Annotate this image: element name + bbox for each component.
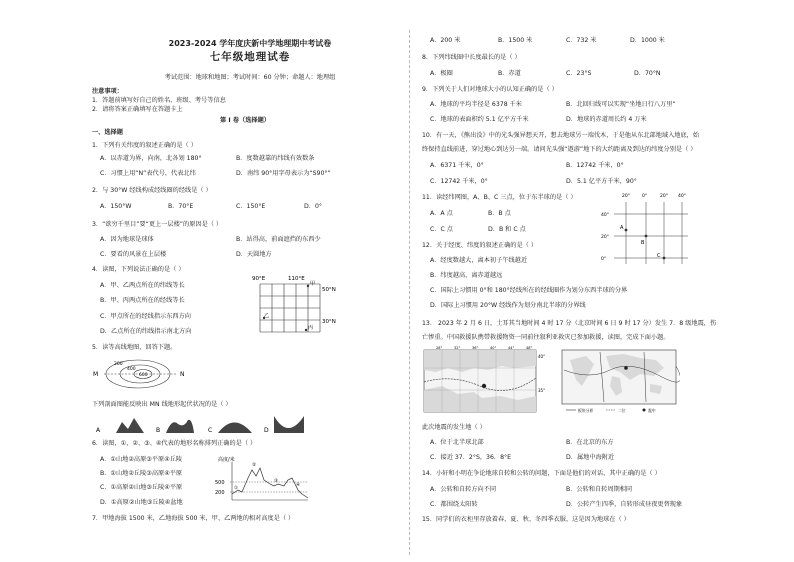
q1-option-d[interactable]: D．南纬 90°用字母表示为“S90°” [236,170,331,177]
q3-stem: 3．“欲穷千里目”要“更上一层楼”的原因是（ ） [92,221,223,228]
q13-option-d[interactable]: D．属地中海附近 [566,454,615,461]
q5-stem: 5．读等高线地图，回答下题。 [92,344,177,351]
q11-point-c [663,257,666,260]
exam-info: 考试范围：地球和地图；考试时间：60 分钟；命题人：地理组 [164,74,336,81]
q5-profile-c [218,423,252,434]
q4-map-lat-top: 50°N [322,287,336,293]
q4-map-lon-left: 90°E [252,276,266,282]
q5-option-d[interactable]: D [264,427,269,434]
q11-lat-40: 40° [601,213,609,218]
q13-world-plate-map [560,346,680,416]
q13-lon-44: 44° [508,346,515,350]
q10-stem-line1: 10．有一天，《熊出没》中的光头强异想天开，想去地球另一端伐木，于是他从东北部地域入地底，始 [422,132,700,139]
q9-option-a[interactable]: A．地球的平均半径是 6378 千米 [430,101,522,108]
q13-lon-28: 28° [436,346,443,350]
q13-lat-40: 40° [538,354,546,359]
q5-option-b[interactable]: B [156,427,161,434]
q4-point-jia [307,285,309,287]
q13-legend-epicenter: 震中 [648,408,656,413]
q6-option-a[interactable]: A．①山地②高原③平原④丘陵 [100,456,183,463]
q10-option-b[interactable]: B．12742 千米，0° [566,162,624,169]
q11-option-c[interactable]: C．C 点 [430,226,453,233]
q11-lat-20: 20° [601,235,609,240]
q2-option-d[interactable]: D．0° [304,203,322,210]
q11-option-a[interactable]: A．A 点 [430,210,453,217]
q6-marker-4: ④ [296,483,301,488]
q15-stem: 15．同学们的衣柜里存放着春、夏、秋、冬四季衣服，这是因为地球在（ ） [422,516,630,523]
q5-option-a[interactable]: A [96,427,101,434]
q5-option-c[interactable]: C [208,427,213,434]
q4-label-bing: 丙 [308,325,314,331]
q2-option-c[interactable]: C．150°E [236,203,266,210]
q8-stem: 8．下列纬线圈中长度最长的是（ ） [422,54,521,61]
q2-option-b[interactable]: B．70°E [168,203,194,210]
q4-option-a[interactable]: A．甲、乙两点所在的纬线等长 [100,282,185,289]
q2-stem: 2．与 30°W 经线构成经线圈的经线是（ ） [92,187,212,194]
q14-option-b[interactable]: B．公转和自转周期相同 [566,486,633,493]
q4-label-yi: 乙 [264,313,270,319]
q6-terrain-profile [212,454,312,504]
q10-option-c[interactable]: C．12742 千米，0° [430,178,488,185]
q13-lon-36: 36° [472,346,479,350]
q6-ylabel: 高度/米 [218,457,235,463]
notice-title: 注意事项： [92,88,123,95]
q11-lat-0: 0° [601,257,607,262]
q6-option-c[interactable]: C．①高原②山地③丘陵④平原 [100,484,183,491]
q7-stem: 7．甲地海拔 1500 米，乙地海拔 500 米，甲、乙两地的相对高度是（ ） [92,515,295,522]
q5-contour-600: 600 [139,373,148,378]
q13-option-c[interactable]: C．接近 37．2°S，36．8°E [430,454,512,461]
q13-stem-line2: 亡惨重。中国救援队携带救援物资一同前往叙利亚救灾已参加救援，读图，完成下面小题。 [422,334,670,341]
section-title: 第 I 卷（选择题） [220,117,270,124]
q13-epicenter [482,384,486,388]
q4-option-b[interactable]: B．甲、丙两点所在的经线等长 [100,297,185,304]
q5-profile-a [116,418,144,433]
q5-ask: 下列剖面图能反映出 MN 线地形起伏状况的是（ ） [92,401,232,408]
q6-marker-3: ③ [274,479,279,484]
q11-lon-40e: 40° [678,194,686,199]
q7-option-b[interactable]: B．1500 米 [498,37,533,44]
q11-point-a [625,229,628,232]
q9-option-c[interactable]: C．地球的表面积约 5.1 亿平方千米 [430,116,529,123]
q14-stem: 14．小轩和小明在争论地球自转和公转的问题，下面是他们的对话，其中正确的是（ ） [422,470,661,477]
q11-label-b: B [641,240,645,246]
q14-option-a[interactable]: A．公转和自转方向不同 [430,486,497,493]
q9-option-b[interactable]: B．北回归线可以实现“坐地日行八万里” [566,101,676,108]
q1-option-a[interactable]: A．以赤道为界，向南，北各划 180° [100,155,202,162]
q6-option-d[interactable]: D．①高原②山地③丘陵④盆地 [100,499,183,506]
q4-option-d[interactable]: D．乙点所在的纬线指示南北方向 [100,328,192,335]
q11-label-c: C [657,253,661,259]
q13-lon-32: 32° [454,346,461,350]
q7-option-c[interactable]: C．732 米 [566,37,597,44]
part-title: 一、选择题 [92,129,123,136]
exam-title: 2023-2024 学年度庆新中学地理期中考试卷 [168,39,332,48]
q13-regional-map [422,346,546,416]
q14-option-d[interactable]: D．公转产生四季，自转形成昼夜更替现象 [566,501,683,508]
q3-option-d[interactable]: D．天圆地方 [236,251,272,258]
q3-option-c[interactable]: C．要看的风景在上层楼 [100,251,167,258]
q11-option-b[interactable]: B．B 点 [488,210,511,217]
q5-contour-400: 400 [127,367,136,372]
q4-graticule-map [248,272,338,342]
q11-lon-20w: 20° [622,194,630,199]
q13-world-epicenter [624,366,628,370]
q13-lon-40: 40° [490,346,497,350]
q12-stem: 12．关于经度、纬度的叙述正确的是（ ） [422,242,538,249]
q6-option-b[interactable]: B．①山地②丘陵③高原④平原 [100,470,183,477]
q11-graticule [598,190,694,270]
q6-stem: 6．读图，①、②、③、④代表的地形名称排列正确的是（ ） [92,440,257,447]
q1-option-c[interactable]: C．习惯上用“N”表代号，代表北纬 [100,170,196,177]
q5-label-n: N [180,371,185,378]
q12-option-a[interactable]: A．经度数越大，离本初子午线越近 [430,257,528,264]
q11-option-d[interactable]: D．B 和 C 点 [488,226,526,233]
notice-item: 2．请将答案正确填写在答题卡上 [92,106,183,113]
q12-option-d[interactable]: D．国际上习惯用 20°W 经线作为划分南北半球的分界线 [430,302,586,309]
q10-option-d[interactable]: D．5.1 亿平方千米，90° [566,178,637,185]
q11-point-b [645,235,648,238]
q13-option-a[interactable]: A．位于北半球北部 [430,439,484,446]
q13-option-b[interactable]: B．在北京的东方 [566,439,614,446]
q4-point-bing [305,329,307,331]
q5-profile-options [96,412,346,436]
q11-lon-20e: 20° [660,194,668,199]
q4-option-c[interactable]: C．甲点所在的经线指示东西方向 [100,313,191,320]
q2-option-a[interactable]: A．150°W [100,203,132,210]
q14-option-c[interactable]: C．都围绕太阳转 [430,501,478,508]
q9-option-d[interactable]: D．地球的赤道周长约 4 万米 [566,116,647,123]
q8-option-c[interactable]: C．23°S [566,70,592,77]
q5-contour-map [90,354,200,394]
q11-stem: 11．读经纬网图，A、B、C 三点，位于东半球的是（ ） [422,194,577,201]
q12-option-b[interactable]: B．纬度越高，离赤道越远 [430,272,503,279]
q11-lon-0: 0° [642,194,648,199]
q10-stem-line2: 终保持直线前进，穿过地心到达另一端。请问光头强“遨游”地下的大约距离及到达的纬度分别是（ ） [422,146,697,153]
q7-option-a[interactable]: A．200 米 [430,37,461,44]
q13-legend-second: 二位 [618,408,626,413]
notice-item: 1．答题前填写好自己的姓名、班级、考号等信息 [92,97,226,104]
q4-label-jia: 甲 [310,281,316,287]
q13-legend-boundary: 板块分界 [578,408,594,413]
q5-profile-d [274,416,304,433]
q13-ask: 此次地震的发生地（ ） [422,424,486,431]
q12-option-c[interactable]: C．国际上习惯用 0°和 180°经线所在的经线圈作为划分东西半球的分界 [430,287,628,294]
q4-map-lat-bottom: 30°N [322,319,336,325]
q6-tick-200: 200 [215,490,225,496]
q4-stem: 4．读图，下列说法正确的是（ ） [92,266,185,273]
q5-label-m: M [93,371,99,378]
q3-option-a[interactable]: A．因为地球是球体 [100,236,154,243]
q11-label-a: A [620,225,624,231]
q8-option-d[interactable]: D．70°N [634,70,661,77]
q13-stem-line1: 13． 2023 年 2 月 6 日，土耳其当地时间 4 时 17 分（北京时间 6 日 9 时 17 分）发生 7．8 级地震，伤 [422,320,717,327]
q7-option-d[interactable]: D．1000 米 [630,37,665,44]
q8-option-a[interactable]: A．极圈 [430,70,453,77]
q1-stem: 1．下列有关纬度的叙述正确的是（ ） [92,142,197,149]
q6-tick-500: 500 [215,480,225,486]
q6-marker-1: ① [234,486,239,491]
q13-lat-35: 35° [538,388,546,393]
q6-marker-2: ② [252,463,257,468]
q10-option-a[interactable]: A．6371 千米，0° [430,162,484,169]
q4-map-lon-right: 110°E [288,276,305,282]
q8-option-b[interactable]: B．赤道 [498,70,521,77]
column-divider [409,30,410,555]
exam-subtitle: 七年级地理试卷 [209,51,291,63]
q13-lon-48: 48° [526,346,533,350]
q1-option-b[interactable]: B．度数越靠的纬线有效数条 [236,155,315,162]
q3-option-b[interactable]: B．站得高，前面遮挡的东西少 [236,236,321,243]
q5-contour-200: 200 [114,362,123,367]
q5-profile-b [166,420,194,433]
q9-stem: 9．下列关于人们对地球大小的认知正确的是（ ） [422,86,558,93]
